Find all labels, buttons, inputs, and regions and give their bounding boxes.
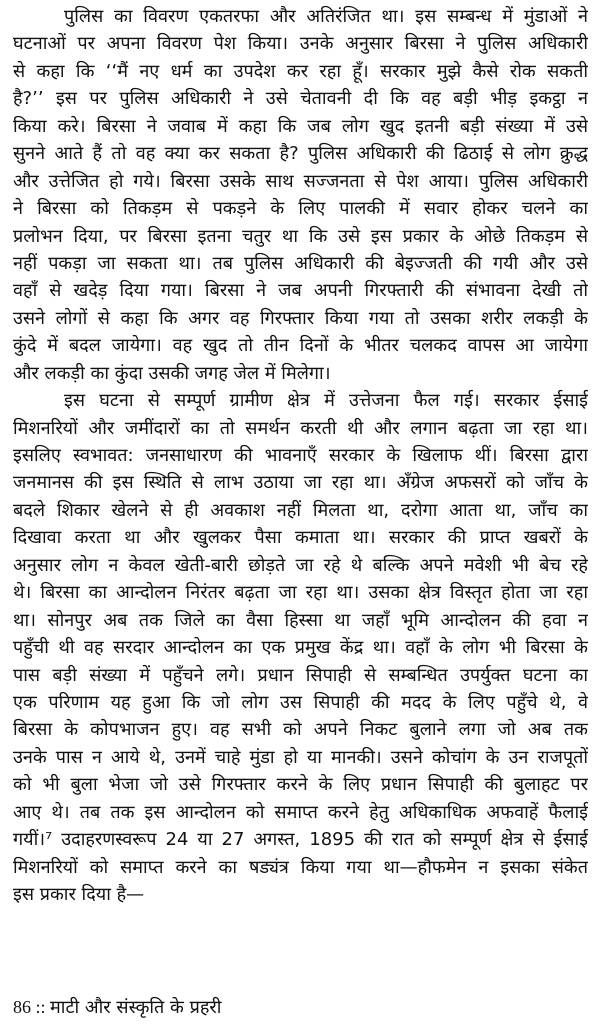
text-line: नहीं पकड़ा जा सकता था। तब पुलिस अधिकारी की बेइज्जती की गयी और उसे <box>13 252 588 274</box>
text-line: बिरसा के कोपभाजन हुए। वह सभी को अपने निकट बुलाने लगा जो अब तक <box>13 719 588 741</box>
book-title: माटी और संस्कृति के प्रहरी <box>50 997 222 1018</box>
text-line: है?’’ इस पर पुलिस अधिकारी ने उसे चेतावनी दी कि वह बड़ी भीड़ इकट्ठा न <box>13 88 588 110</box>
text-line: इस प्रकार दिया है— <box>13 884 145 905</box>
text-line: उनके पास न आये थे, उनमें चाहे मुंडा हो या मानकी। उसने कोचांग के उन राजपूतों <box>13 746 588 768</box>
text-line: बदले शिकार खेलने से ही अवकाश नहीं मिलता था, दरोगा आता था, जाँच का <box>13 499 588 521</box>
text-line: जनमानस की इस स्थिति से लाभ उठाया जा रहा था। अँग्रेज अफसरों को जाँच के <box>13 472 588 494</box>
text-line: से कहा कि ‘‘मैं नए धर्म का उपदेश कर रहा हूँ। सरकार मुझे कैसे रोक सकती <box>13 60 588 82</box>
page-footer <box>13 993 221 1022</box>
text-line: आए थे। तब तक इस आन्दोलन को समाप्त करने हेतु अधिकाधिक अफवाहें फैलाई <box>13 801 588 823</box>
text-line: थे। बिरसा का आन्दोलन निरंतर बढ़ता जा रहा था। उसका क्षेत्र विस्तृत होता जा रहा <box>13 582 588 604</box>
text-line: अनुसार लोग न केवल खेती-बारी छोड़ते जा रहे थे बल्कि अपने मवेशी भी बेच रहे <box>13 554 588 576</box>
text-line: था। सोनपुर अब तक जिले का वैसा हिस्सा था जहाँ भूमि आन्दोलन की हवा न <box>13 609 588 631</box>
text-line: और लकड़ी का कुंदा उसकी जगह जेल में मिलेगा। <box>13 362 331 384</box>
text-line: मिशनरियों और जमींदारों का तो समर्थन करती थी और लगान बढ़ता जा रहा था। <box>13 417 588 439</box>
text-line: मिशनरियों को समाप्त करने का षड्यंत्र किया गया था—हौफमेन न इसका संकेत <box>13 856 588 878</box>
paragraph <box>13 3 588 387</box>
paragraph <box>13 387 588 908</box>
text-line: को भी बुला भेजा जो उसे गिरफ्तार करने के लिए प्रधान सिपाही की बुलाहट पर <box>13 774 588 796</box>
text-line: पहुँची थी वह सरदार आन्दोलन का एक प्रमुख केंद्र था। वहाँ के लोग भी बिरसा के <box>13 637 588 659</box>
text-line: सुनने आते हैं तो वह क्या कर सकता है? पुलिस अधिकारी की ढिठाई से लोग क्रुद्ध <box>13 143 588 165</box>
document-body <box>13 3 588 908</box>
text-line: और उत्तेजित हो गये। बिरसा उसके साथ सज्जनता से पेश आया। पुलिस अधिकारी <box>13 170 588 192</box>
text-line: गयीं।⁷ उदाहरणस्वरूप 24 या 27 अगस्त, 1895 की रात को सम्पूर्ण क्षेत्र से ईसाई <box>13 829 588 851</box>
text-line: दिखावा करता था और खुलकर पैसा कमाता था। सरकार की प्राप्त खबरों के <box>13 527 588 549</box>
text-line: ने बिरसा को तिकड़म से पकड़ने के लिए पालकी में सवार होकर चलने का <box>13 198 588 220</box>
text-line: पुलिस का विवरण एकतरफा और अतिरंजित था। इस सम्बन्ध में मुंडाओं ने <box>64 6 588 27</box>
text-line: एक परिणाम यह हुआ कि जो लोग उस सिपाही की मदद के लिए पहुँचे थे, वे <box>13 691 588 713</box>
text-line: कुंदे में बदल जायेगा। वह खुद तो तीन दिनों के भीतर चलकद वापस आ जायेगा <box>13 335 588 357</box>
text-line: किया करे। बिरसा ने जवाब में कहा कि जब लोग खुद इतनी बड़ी संख्या में उसे <box>13 115 588 137</box>
text-line: उसने लोगों से कहा कि अगर वह गिरफ्तार किया गया तो उसका शरीर लकड़ी के <box>13 307 588 329</box>
text-line: वहाँ से खदेड़ दिया गया। बिरसा ने जब अपनी गिरफ्तारी की संभावना देखी तो <box>13 280 588 302</box>
text-line: प्रलोभन दिया, पर बिरसा इतना चतुर था कि उसे इस प्रकार के ओछे तिकड़म से <box>13 225 588 247</box>
text-line: घटनाओं पर अपना विवरण पेश किया। उनके अनुसार बिरसा ने पुलिस अधिकारी <box>13 33 588 55</box>
page-number: 86 :: <box>13 997 46 1017</box>
text-line: इस घटना से सम्पूर्ण ग्रामीण क्षेत्र में उत्तेजना फैल गई। सरकार ईसाई <box>64 390 588 412</box>
text-line: पास बड़ी संख्या में पहुँचने लगे। प्रधान सिपाही से सम्बन्धित उपर्युक्त घटना का <box>13 664 588 686</box>
text-line: इसलिए स्वभावत: जनसाधारण की भावनाएँ सरकार के खिलाफ थीं। बिरसा द्वारा <box>13 445 588 466</box>
